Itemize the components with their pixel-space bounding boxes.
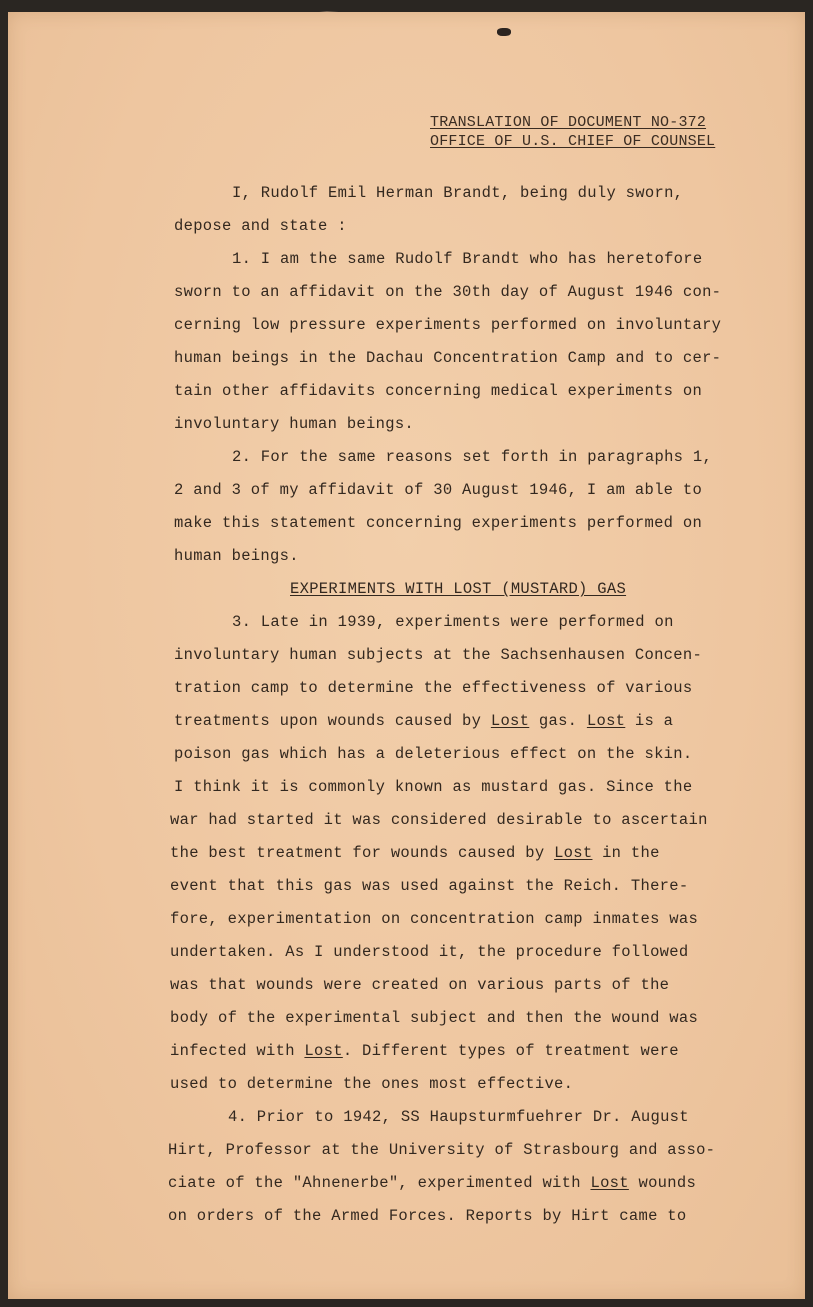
paragraph-line: cerning low pressure experiments performed on involuntary: [174, 316, 722, 334]
paragraph-line: used to determine the ones most effective.: [170, 1075, 574, 1093]
text-run: gas.: [529, 712, 587, 730]
header-translation-line: TRANSLATION OF DOCUMENT NO-372: [430, 114, 707, 131]
paragraph-line: 4. Prior to 1942, SS Haupsturmfuehrer Dr. August: [228, 1108, 689, 1126]
paragraph-line: [168, 1173, 696, 1193]
paragraph-line: poison gas which has a deleterious effect on the skin.: [174, 745, 693, 763]
text-run: infected with: [170, 1042, 305, 1060]
paragraph-line: on orders of the Armed Forces. Reports by Hirt came to: [168, 1207, 687, 1225]
paragraph-line: involuntary human beings.: [174, 415, 415, 433]
text-run: the best treatment for wounds caused by: [170, 844, 555, 862]
paragraph-line: tain other affidavits concerning medical experiments on: [174, 382, 703, 400]
text-run: is a: [625, 712, 674, 730]
lost-term: Lost: [304, 1042, 343, 1060]
paragraph-line: sworn to an affidavit on the 30th day of August 1946 con-: [174, 283, 722, 301]
ink-blot: [497, 28, 511, 36]
paragraph-line: I think it is commonly known as mustard gas. Since the: [174, 778, 693, 796]
document-header: [430, 113, 715, 151]
lost-term: Lost: [490, 712, 530, 730]
lost-term: Lost: [590, 1174, 629, 1192]
paragraph-line: 2 and 3 of my affidavit of 30 August 1946, I am able to: [174, 481, 703, 499]
text-run: treatments upon wounds caused by: [174, 712, 491, 730]
paragraph-line: [174, 711, 673, 731]
paragraph-line: human beings.: [174, 547, 299, 565]
lost-term: Lost: [554, 844, 593, 862]
paragraph-line: fore, experimentation on concentration camp inmates was: [170, 910, 699, 928]
paragraph-line: war had started it was considered desirable to ascertain: [170, 811, 708, 829]
paragraph-line: make this statement concerning experiments performed on: [174, 514, 703, 532]
paragraph-line: human beings in the Dachau Concentration Camp and to cer-: [174, 349, 722, 367]
text-run: wounds: [628, 1174, 697, 1192]
text-run: . Different types of treatment were: [342, 1042, 679, 1060]
paragraph-line: 1. I am the same Rudolf Brandt who has heretofore: [232, 250, 703, 268]
paragraph-line: Hirt, Professor at the University of Strasbourg and asso-: [168, 1141, 716, 1159]
intro-line: depose and state :: [174, 217, 347, 235]
paragraph-line: 2. For the same reasons set forth in paragraphs 1,: [232, 448, 713, 466]
text-run: in the: [592, 844, 660, 862]
paragraph-line: [170, 1041, 679, 1061]
paragraph-line: was that wounds were created on various parts of the: [170, 976, 670, 994]
lost-term: Lost: [586, 712, 626, 730]
paragraph-line: 3. Late in 1939, experiments were performed on: [232, 613, 674, 631]
paragraph-line: [170, 843, 660, 863]
intro-line: I, Rudolf Emil Herman Brandt, being duly sworn,: [232, 184, 684, 202]
paragraph-line: tration camp to determine the effectiveness of various: [174, 679, 693, 697]
paragraph-line: event that this gas was used against the Reich. There-: [170, 877, 689, 895]
section-heading: EXPERIMENTS WITH LOST (MUSTARD) GAS: [290, 580, 627, 598]
paragraph-line: undertaken. As I understood it, the procedure followed: [170, 943, 689, 961]
paragraph-line: involuntary human subjects at the Sachsenhausen Concen-: [174, 646, 703, 664]
header-office-line: OFFICE OF U.S. CHIEF OF COUNSEL: [430, 133, 716, 150]
text-run: ciate of the "Ahnenerbe", experimented with: [168, 1174, 591, 1192]
paragraph-line: body of the experimental subject and then the wound was: [170, 1009, 699, 1027]
